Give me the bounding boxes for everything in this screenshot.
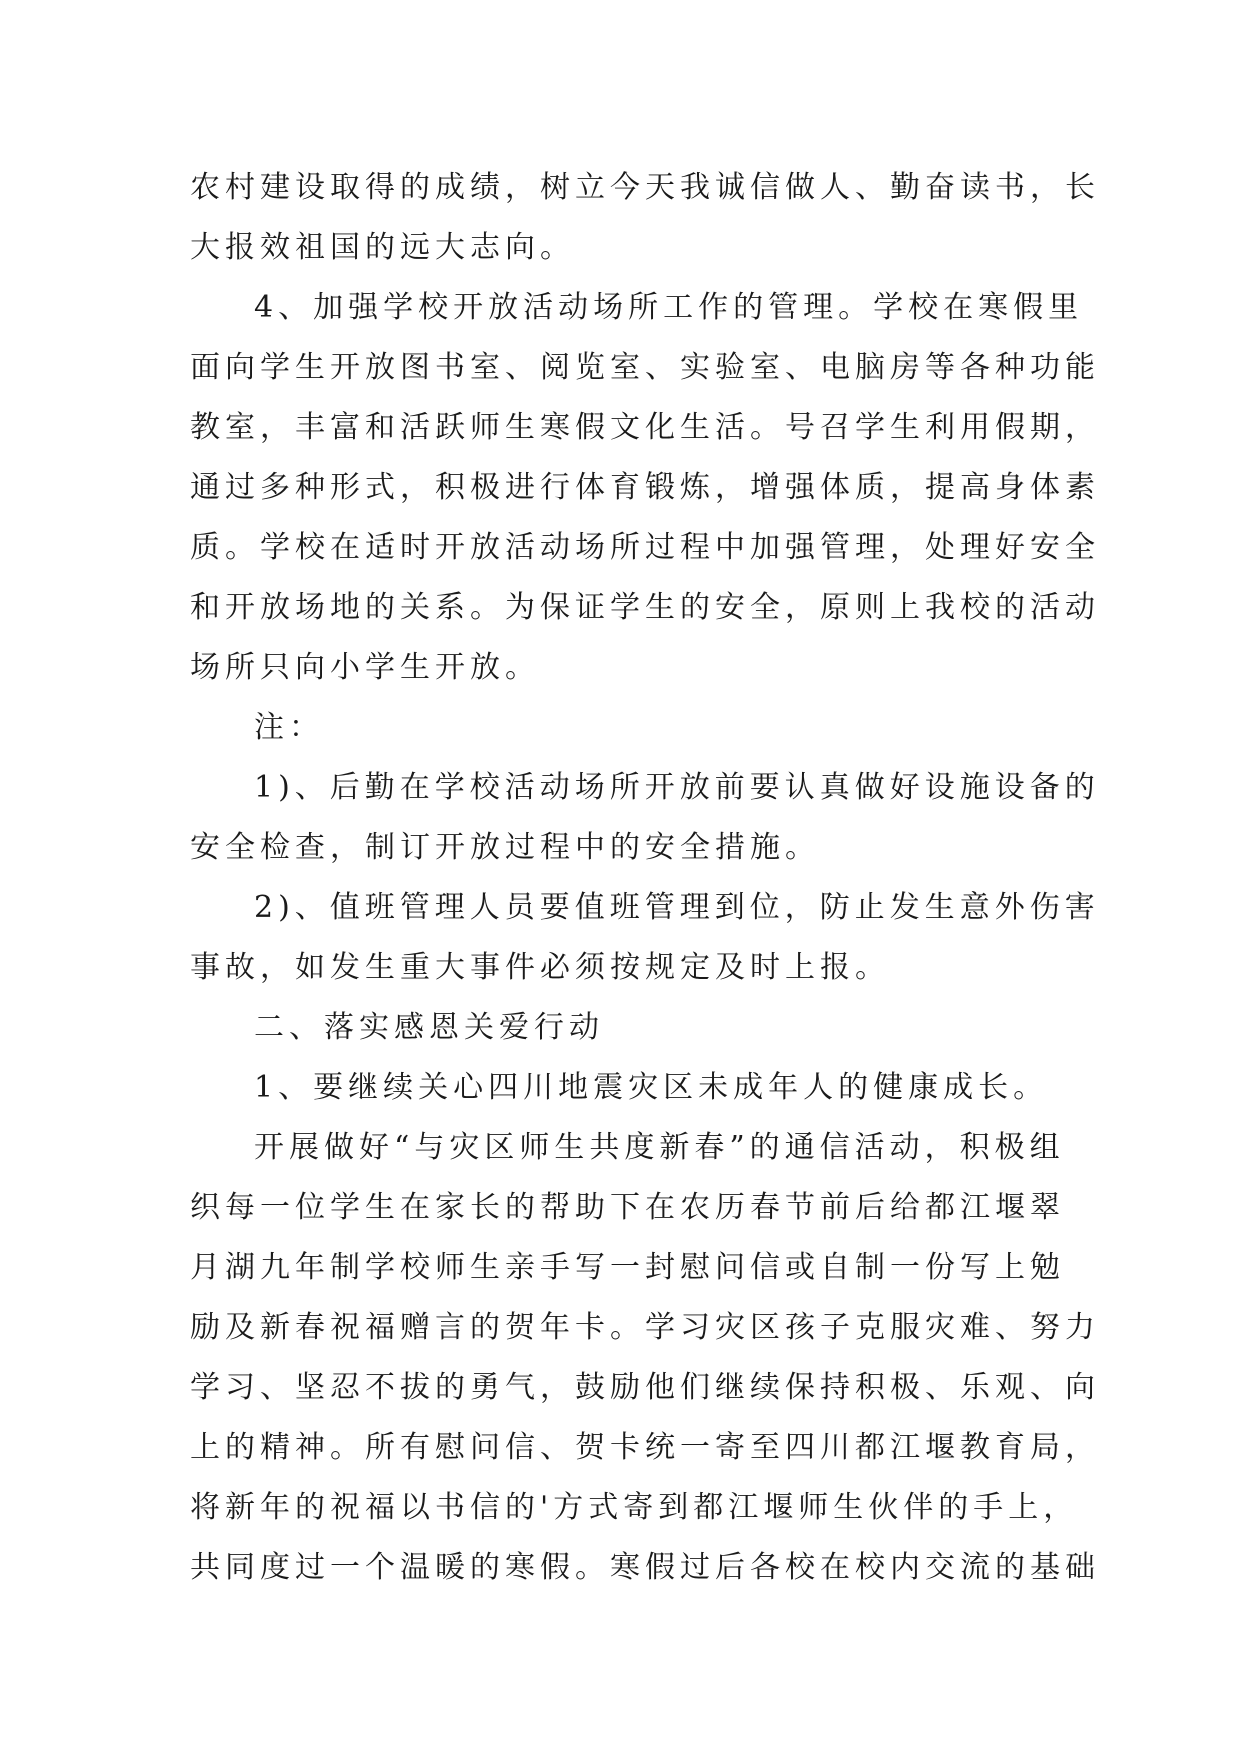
text-line: 1、要继续关心四川地震灾区未成年人的健康成长。 [254,1070,1049,1105]
text-line: 4、加强学校开放活动场所工作的管理。学校在寒假里 [254,290,1084,325]
text-line: 2)、值班管理人员要值班管理到位，防止发生意外伤害 [254,890,1100,925]
text-line: 将新年的祝福以书信的'方式寄到都江堰师生伙伴的手上， [190,1490,1079,1525]
text-line: 通过多种形式，积极进行体育锻炼，增强体质，提高身体素 [190,470,1100,505]
section-heading: 二、落实感恩关爱行动 [254,1010,604,1045]
text-line: 注： [254,710,324,745]
text-line: 共同度过一个温暖的寒假。寒假过后各校在校内交流的基础 [190,1550,1100,1585]
text-line: 事故，如发生重大事件必须按规定及时上报。 [190,950,890,985]
text-line: 农村建设取得的成绩，树立今天我诚信做人、勤奋读书，长 [190,170,1100,205]
text-line: 大报效祖国的远大志向。 [190,230,575,265]
text-line: 开展做好“与灾区师生共度新春”的通信活动，积极组 [254,1130,1065,1165]
text-line: 教室，丰富和活跃师生寒假文化生活。号召学生利用假期， [190,410,1100,445]
text-line: 质。学校在适时开放活动场所过程中加强管理，处理好安全 [190,530,1100,565]
text-line: 面向学生开放图书室、阅览室、实验室、电脑房等各种功能 [190,350,1100,385]
text-line: 和开放场地的关系。为保证学生的安全，原则上我校的活动 [190,590,1100,625]
text-line: 励及新春祝福赠言的贺年卡。学习灾区孩子克服灾难、努力 [190,1310,1100,1345]
text-line: 学习、坚忍不拔的勇气，鼓励他们继续保持积极、乐观、向 [190,1370,1100,1405]
text-line: 1)、后勤在学校活动场所开放前要认真做好设施设备的 [254,770,1100,805]
text-line: 场所只向小学生开放。 [190,650,540,685]
document-body [190,158,1100,1598]
text-line: 安全检查，制订开放过程中的安全措施。 [190,830,820,865]
text-line: 月湖九年制学校师生亲手写一封慰问信或自制一份写上勉 [190,1250,1065,1285]
text-line: 织每一位学生在家长的帮助下在农历春节前后给都江堰翠 [190,1190,1065,1225]
text-line: 上的精神。所有慰问信、贺卡统一寄至四川都江堰教育局， [190,1430,1100,1465]
